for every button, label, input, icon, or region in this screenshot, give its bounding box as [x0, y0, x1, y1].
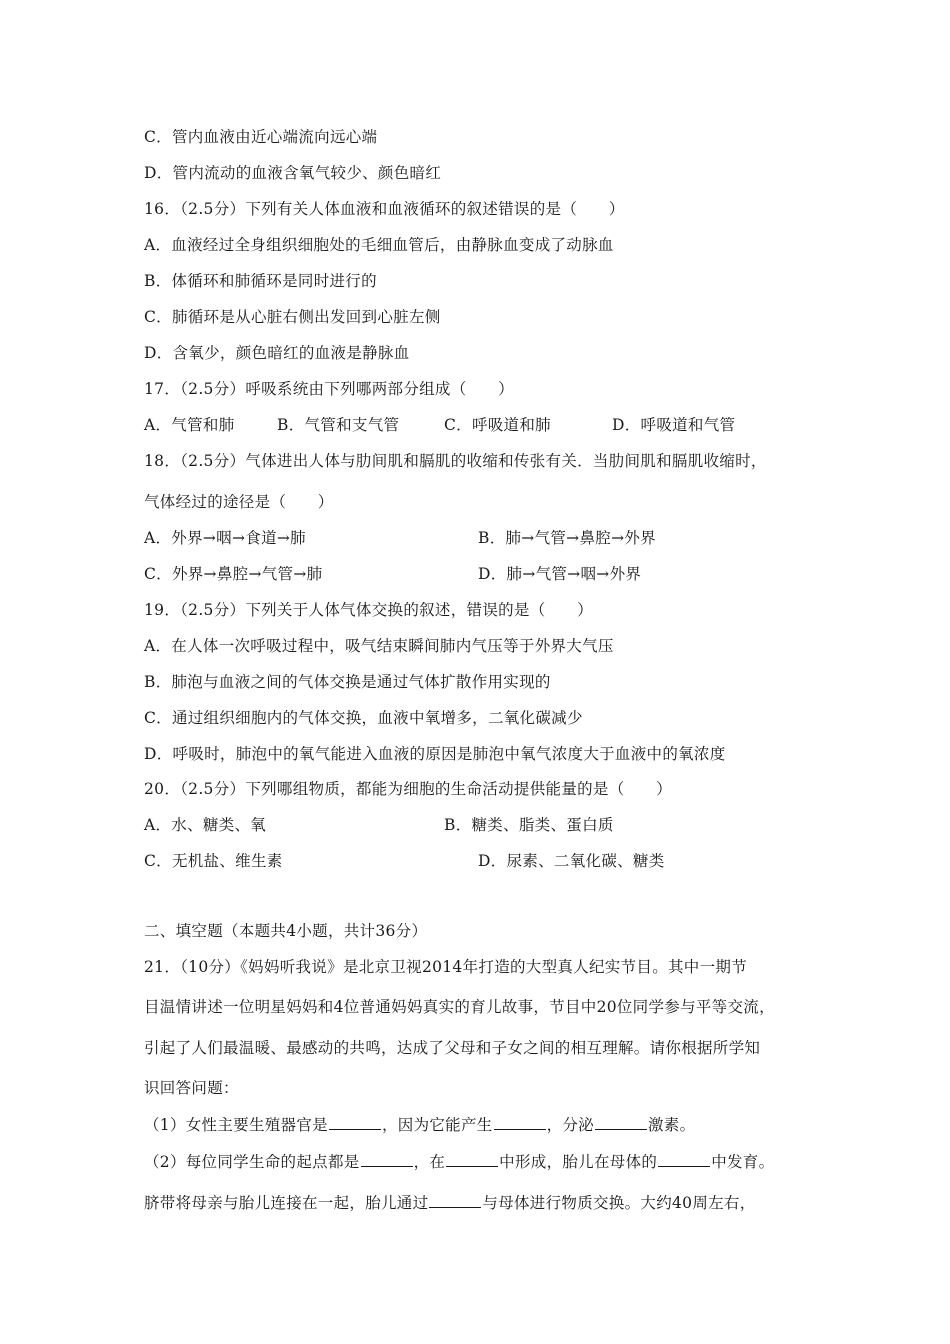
q21-part-3-text-a: 脐带将母亲与胎儿连接在一起，胎儿通过 [144, 1194, 429, 1212]
q18-option-d: D．肺→气管→咽→外界 [478, 565, 642, 583]
question-21-line-2: 目温情讲述一位明星妈妈和4位普通妈妈真实的育儿故事，节目中20位同学参与平等交流， [144, 998, 775, 1016]
q16-option-c: C．肺循环是从心脏右侧出发回到心脏左侧 [144, 308, 441, 326]
answer-blank[interactable] [361, 1152, 413, 1167]
q21-part-2 [144, 1152, 774, 1172]
q21-part-1-text-d: 激素。 [647, 1116, 696, 1134]
q17-option-c: C．呼吸道和肺 [444, 416, 551, 434]
q17-option-a: A．气管和肺 [144, 416, 235, 434]
q21-part-2-text-c: 中形成，胎儿在母体的 [499, 1153, 658, 1171]
q16-option-a: A．血液经过全身组织细胞处的毛细血管后，由静脉血变成了动脉血 [144, 236, 614, 254]
q20-option-d: D．尿素、二氧化碳、糖类 [478, 852, 665, 870]
section-2-heading: 二、填空题（本题共4小题，共计36分） [144, 922, 428, 940]
q21-part-2-continued [144, 1193, 756, 1213]
q21-part-1-text-c: ，分泌 [546, 1116, 594, 1134]
question-18-continued: 气体经过的途径是（ ） [144, 493, 334, 511]
question-20: 20．（2.5分）下列哪组物质，都能为细胞的生命活动提供能量的是（ ） [144, 780, 672, 798]
q18-option-b: B．肺→气管→鼻腔→外界 [478, 529, 656, 547]
q21-part-2-text-b: ，在 [413, 1153, 446, 1171]
question-16: 16．（2.5分）下列有关人体血液和血液循环的叙述错误的是（ ） [144, 200, 625, 218]
question-19: 19．（2.5分）下列关于人体气体交换的叙述，错误的是（ ） [144, 601, 593, 619]
q16-option-d: D．含氧少，颜色暗红的血液是静脉血 [144, 344, 410, 362]
q17-option-d: D．呼吸道和气管 [612, 416, 736, 434]
q19-option-c: C．通过组织细胞内的气体交换，血液中氧增多，二氧化碳减少 [144, 709, 583, 727]
answer-blank[interactable] [329, 1115, 381, 1130]
answer-blank[interactable] [494, 1115, 546, 1130]
question-21-line-4: 识回答问题： [144, 1079, 239, 1097]
q18-option-c: C．外界→鼻腔→气管→肺 [144, 565, 323, 583]
q21-part-1-text-a: （1）女性主要生殖器官是 [144, 1116, 328, 1134]
answer-blank[interactable] [658, 1152, 710, 1167]
q16-option-b: B．体循环和肺循环是同时进行的 [144, 272, 377, 290]
answer-blank[interactable] [446, 1152, 498, 1167]
q21-part-1-text-b: ，因为它能产生 [381, 1116, 493, 1134]
q21-part-2-text-a: （2）每位同学生命的起点都是 [144, 1153, 360, 1171]
q19-option-a: A．在人体一次呼吸过程中，吸气结束瞬间肺内气压等于外界大气压 [144, 637, 614, 655]
question-18: 18．（2.5分）气体进出人体与肋间肌和膈肌的收缩和传张有关．当肋间肌和膈肌收缩时， [144, 452, 767, 470]
q20-option-a: A．水、糖类、氧 [144, 816, 267, 834]
q21-part-1 [144, 1115, 695, 1135]
q18-option-a: A．外界→咽→食道→肺 [144, 529, 306, 547]
question-21-line-1: 21．（10分）《妈妈听我说》是北京卫视2014年打造的大型真人纪实节目。其中一期节 [144, 958, 747, 976]
q20-option-b: B．糖类、脂类、蛋白质 [444, 816, 614, 834]
q17-option-b: B．气管和支气管 [277, 416, 400, 434]
question-17: 17．（2.5分）呼吸系统由下列哪两部分组成（ ） [144, 380, 514, 398]
q21-part-2-text-d: 中发育。 [711, 1153, 775, 1171]
q20-option-c: C．无机盐、维生素 [144, 852, 283, 870]
q15-option-d: D．管内流动的血液含氧气较少、颜色暗红 [144, 164, 442, 182]
question-21-line-3: 引起了人们最温暖、最感动的共鸣，达成了父母和子女之间的相互理解。请你根据所学知 [144, 1039, 761, 1057]
answer-blank[interactable] [429, 1193, 481, 1208]
answer-blank[interactable] [595, 1115, 647, 1130]
q19-option-d: D．呼吸时，肺泡中的氧气能进入血液的原因是肺泡中氧气浓度大于血液中的氧浓度 [144, 745, 726, 763]
q21-part-3-text-b: 与母体进行物质交换。大约40周左右， [482, 1194, 756, 1212]
q15-option-c: C．管内血液由近心端流向远心端 [144, 128, 378, 146]
q19-option-b: B．肺泡与血液之间的气体交换是通过气体扩散作用实现的 [144, 673, 551, 691]
